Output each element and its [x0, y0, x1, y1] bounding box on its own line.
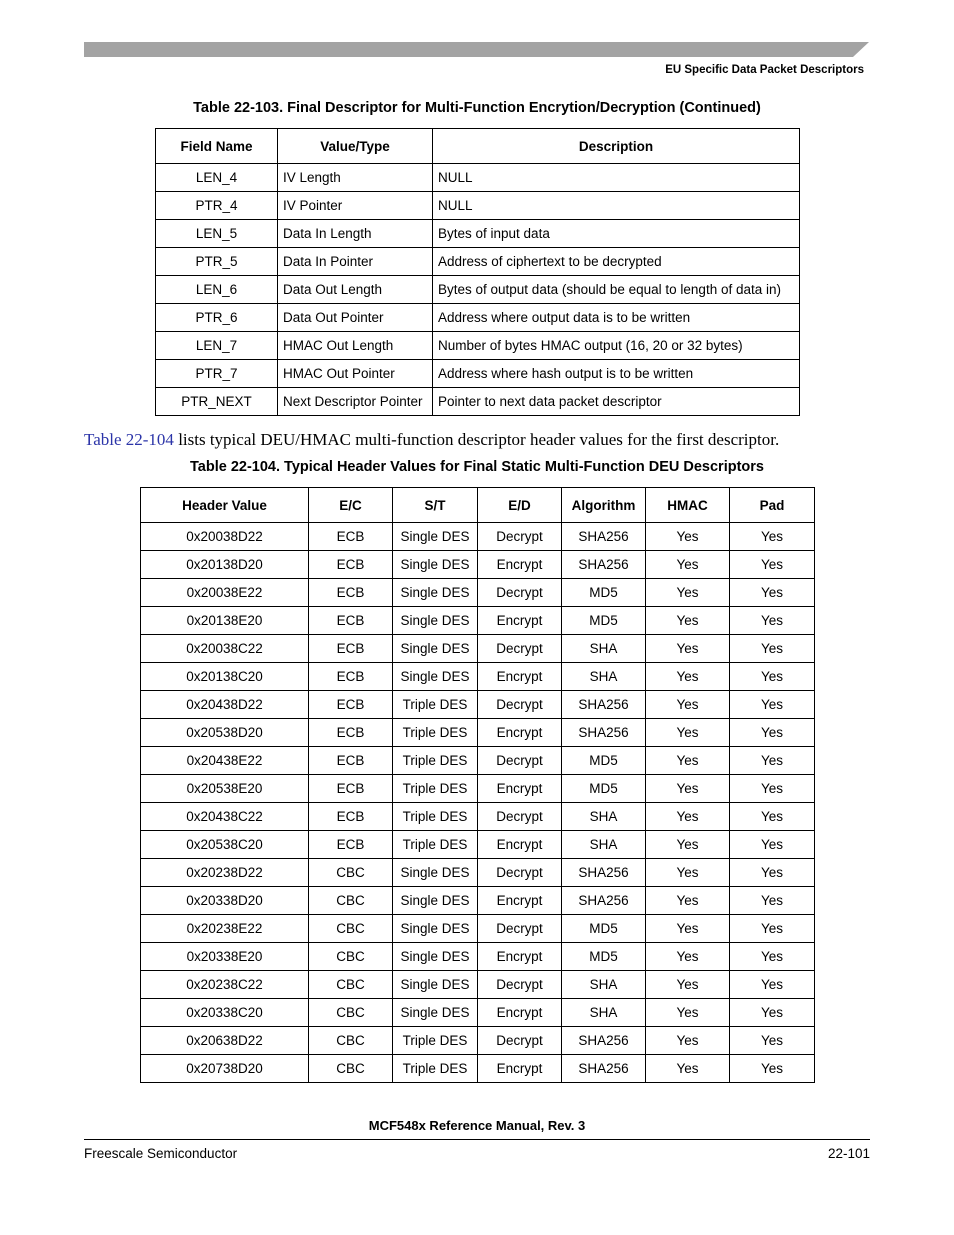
- table-cell: NULL: [433, 192, 800, 220]
- table-cell: 0x20038D22: [141, 523, 309, 551]
- table-row: [156, 164, 800, 192]
- table-cell: LEN_4: [156, 164, 278, 192]
- table-row: [141, 803, 815, 831]
- table-cell: Decrypt: [478, 971, 562, 999]
- table-cell: Yes: [730, 635, 815, 663]
- table-row: [141, 1055, 815, 1083]
- table-cell: Pointer to next data packet descriptor: [433, 388, 800, 416]
- table-cell: Decrypt: [478, 915, 562, 943]
- table-cell: Yes: [730, 691, 815, 719]
- table-cell: ECB: [309, 691, 393, 719]
- table-row: [156, 192, 800, 220]
- table-row: [141, 663, 815, 691]
- table-cell: PTR_7: [156, 360, 278, 388]
- table-cell: Yes: [730, 859, 815, 887]
- table-cell: Triple DES: [393, 1027, 478, 1055]
- column-header: Description: [433, 129, 800, 164]
- table-cell: SHA: [562, 971, 646, 999]
- table-cell: 0x20438D22: [141, 691, 309, 719]
- company-name: Freescale Semiconductor: [84, 1146, 238, 1161]
- table-cell: Yes: [646, 803, 730, 831]
- table-cell: Yes: [730, 943, 815, 971]
- table-row: [141, 859, 815, 887]
- table-cell: ECB: [309, 719, 393, 747]
- table-cell: Decrypt: [478, 747, 562, 775]
- table-row: [141, 915, 815, 943]
- table-cell: Triple DES: [393, 1055, 478, 1083]
- table-cell: Yes: [646, 915, 730, 943]
- table-cell: Yes: [730, 887, 815, 915]
- table-cell: Yes: [730, 971, 815, 999]
- table-cell: SHA256: [562, 1055, 646, 1083]
- table-cell: Yes: [646, 971, 730, 999]
- table-cell: Data Out Pointer: [278, 304, 433, 332]
- table-row: [141, 1027, 815, 1055]
- table-cell: Yes: [730, 551, 815, 579]
- table-cell: Encrypt: [478, 551, 562, 579]
- table-cell: 0x20538C20: [141, 831, 309, 859]
- table-cell: CBC: [309, 915, 393, 943]
- table-cell: Next Descriptor Pointer: [278, 388, 433, 416]
- table-cell: Encrypt: [478, 663, 562, 691]
- table-row: [141, 719, 815, 747]
- table-cell: Yes: [646, 663, 730, 691]
- table-cell: Single DES: [393, 915, 478, 943]
- table-cell: ECB: [309, 523, 393, 551]
- column-header: Value/Type: [278, 129, 433, 164]
- table-cell: PTR_5: [156, 248, 278, 276]
- table-cell: CBC: [309, 887, 393, 915]
- table-cell: 0x20138C20: [141, 663, 309, 691]
- column-header: HMAC: [646, 488, 730, 523]
- table-cell: LEN_7: [156, 332, 278, 360]
- table-row: [141, 775, 815, 803]
- table-cell: Yes: [646, 999, 730, 1027]
- table-cell: Triple DES: [393, 831, 478, 859]
- table-cell: ECB: [309, 579, 393, 607]
- table-cell: Yes: [730, 915, 815, 943]
- table-row: [141, 943, 815, 971]
- table-cell: 0x20038E22: [141, 579, 309, 607]
- table-cell: Yes: [646, 1027, 730, 1055]
- table-cell: CBC: [309, 1027, 393, 1055]
- table-cell: SHA: [562, 635, 646, 663]
- table-cell: SHA256: [562, 551, 646, 579]
- table-cell: Single DES: [393, 579, 478, 607]
- table-cell: LEN_5: [156, 220, 278, 248]
- table-cell: ECB: [309, 663, 393, 691]
- table-cell: LEN_6: [156, 276, 278, 304]
- column-header: S/T: [393, 488, 478, 523]
- table-cell: Yes: [730, 719, 815, 747]
- table-cell: 0x20338E20: [141, 943, 309, 971]
- table-cell: 0x20638D22: [141, 1027, 309, 1055]
- table-cell: Address where hash output is to be written: [433, 360, 800, 388]
- table-cell: SHA: [562, 663, 646, 691]
- table-cell: Yes: [730, 607, 815, 635]
- table-cell: Single DES: [393, 859, 478, 887]
- table-row: [141, 635, 815, 663]
- table-cell: Data In Pointer: [278, 248, 433, 276]
- table-cell: 0x20738D20: [141, 1055, 309, 1083]
- table-row: [141, 523, 815, 551]
- table-cell: Triple DES: [393, 775, 478, 803]
- table-row: [141, 747, 815, 775]
- section-header: EU Specific Data Packet Descriptors: [665, 64, 864, 76]
- table-cell: Encrypt: [478, 831, 562, 859]
- table-reference-link[interactable]: Table 22-104: [84, 430, 174, 449]
- table-cell: SHA256: [562, 691, 646, 719]
- footer-divider: [84, 1139, 870, 1140]
- column-header: Pad: [730, 488, 815, 523]
- table-cell: SHA256: [562, 523, 646, 551]
- table-cell: SHA: [562, 803, 646, 831]
- table-row: [156, 360, 800, 388]
- table-cell: 0x20238C22: [141, 971, 309, 999]
- table-cell: Data Out Length: [278, 276, 433, 304]
- table-cell: Yes: [646, 635, 730, 663]
- table-row: [156, 388, 800, 416]
- table-cell: Decrypt: [478, 859, 562, 887]
- table-cell: MD5: [562, 607, 646, 635]
- table-cell: Triple DES: [393, 747, 478, 775]
- table-cell: Yes: [730, 523, 815, 551]
- table-cell: Number of bytes HMAC output (16, 20 or 32 bytes): [433, 332, 800, 360]
- table-cell: Bytes of input data: [433, 220, 800, 248]
- table-cell: CBC: [309, 999, 393, 1027]
- table-cell: Yes: [646, 1055, 730, 1083]
- table-cell: SHA256: [562, 887, 646, 915]
- table-cell: SHA256: [562, 1027, 646, 1055]
- table-cell: 0x20338D20: [141, 887, 309, 915]
- table-cell: 0x20538D20: [141, 719, 309, 747]
- table-cell: ECB: [309, 747, 393, 775]
- header-bar: [84, 42, 869, 57]
- table-cell: CBC: [309, 1055, 393, 1083]
- table-cell: CBC: [309, 971, 393, 999]
- table-row: [141, 607, 815, 635]
- table-cell: MD5: [562, 747, 646, 775]
- table-cell: Yes: [646, 523, 730, 551]
- table-cell: 0x20138D20: [141, 551, 309, 579]
- table-cell: 0x20438E22: [141, 747, 309, 775]
- column-header: Header Value: [141, 488, 309, 523]
- table-cell: Yes: [730, 999, 815, 1027]
- paragraph-text: lists typical DEU/HMAC multi-function descriptor header values for the first descriptor.: [173, 430, 780, 449]
- table-cell: Single DES: [393, 635, 478, 663]
- table-cell: PTR_4: [156, 192, 278, 220]
- table-cell: Single DES: [393, 887, 478, 915]
- table-cell: Decrypt: [478, 1027, 562, 1055]
- table-cell: Yes: [646, 887, 730, 915]
- table-cell: Yes: [646, 691, 730, 719]
- table-cell: Yes: [646, 775, 730, 803]
- table-cell: Triple DES: [393, 803, 478, 831]
- table-cell: MD5: [562, 579, 646, 607]
- table-cell: Yes: [730, 1027, 815, 1055]
- table-cell: Decrypt: [478, 523, 562, 551]
- table-cell: Address where output data is to be written: [433, 304, 800, 332]
- table-cell: MD5: [562, 943, 646, 971]
- table-cell: CBC: [309, 859, 393, 887]
- final-descriptor-table: [155, 128, 800, 416]
- manual-title: MCF548x Reference Manual, Rev. 3: [368, 1118, 586, 1133]
- column-header: E/C: [309, 488, 393, 523]
- table-cell: Decrypt: [478, 691, 562, 719]
- table-cell: MD5: [562, 915, 646, 943]
- table-cell: Yes: [646, 831, 730, 859]
- table-cell: SHA256: [562, 719, 646, 747]
- table-cell: Single DES: [393, 607, 478, 635]
- table-cell: Address of ciphertext to be decrypted: [433, 248, 800, 276]
- table1-caption: Table 22-103. Final Descriptor for Multi-Function Encrytion/Decryption (Continued): [193, 100, 761, 116]
- table-cell: Yes: [730, 775, 815, 803]
- table-cell: Yes: [646, 747, 730, 775]
- table-cell: ECB: [309, 803, 393, 831]
- table-cell: Decrypt: [478, 635, 562, 663]
- table-cell: Yes: [730, 747, 815, 775]
- table-cell: HMAC Out Length: [278, 332, 433, 360]
- table-cell: SHA: [562, 831, 646, 859]
- table-cell: ECB: [309, 831, 393, 859]
- table-cell: Triple DES: [393, 691, 478, 719]
- table-cell: Data In Length: [278, 220, 433, 248]
- table-cell: Yes: [730, 663, 815, 691]
- table-row: [141, 551, 815, 579]
- table2-caption: Table 22-104. Typical Header Values for Final Static Multi-Function DEU Descriptors: [190, 459, 764, 475]
- table-cell: 0x20438C22: [141, 803, 309, 831]
- table-row: [156, 248, 800, 276]
- table-cell: Triple DES: [393, 719, 478, 747]
- table-cell: Encrypt: [478, 943, 562, 971]
- table-cell: CBC: [309, 943, 393, 971]
- table-row: [141, 831, 815, 859]
- table-cell: HMAC Out Pointer: [278, 360, 433, 388]
- table-row: [141, 971, 815, 999]
- table-row: [141, 691, 815, 719]
- table-cell: Decrypt: [478, 803, 562, 831]
- table-cell: ECB: [309, 607, 393, 635]
- table-cell: Encrypt: [478, 607, 562, 635]
- table-cell: IV Pointer: [278, 192, 433, 220]
- table-cell: Single DES: [393, 943, 478, 971]
- table-cell: Yes: [646, 551, 730, 579]
- table-row: [141, 887, 815, 915]
- table-row: [156, 332, 800, 360]
- table-cell: Yes: [646, 719, 730, 747]
- table-cell: Yes: [646, 943, 730, 971]
- table-cell: Yes: [646, 607, 730, 635]
- table-cell: IV Length: [278, 164, 433, 192]
- table-cell: Encrypt: [478, 719, 562, 747]
- table-cell: Single DES: [393, 971, 478, 999]
- table-cell: NULL: [433, 164, 800, 192]
- table-cell: 0x20338C20: [141, 999, 309, 1027]
- table-cell: ECB: [309, 775, 393, 803]
- table-cell: ECB: [309, 635, 393, 663]
- table-cell: SHA: [562, 999, 646, 1027]
- table-cell: MD5: [562, 775, 646, 803]
- table-cell: 0x20138E20: [141, 607, 309, 635]
- table-cell: Encrypt: [478, 775, 562, 803]
- page-number: 22-101: [827, 1146, 870, 1161]
- table-cell: Yes: [646, 579, 730, 607]
- table-cell: Yes: [730, 831, 815, 859]
- table-cell: Encrypt: [478, 999, 562, 1027]
- table-cell: Single DES: [393, 663, 478, 691]
- table-row: [156, 276, 800, 304]
- table-row: [141, 999, 815, 1027]
- table-cell: Decrypt: [478, 579, 562, 607]
- table-cell: ECB: [309, 551, 393, 579]
- table-cell: Yes: [730, 803, 815, 831]
- table-cell: Bytes of output data (should be equal to length of data in): [433, 276, 800, 304]
- table-cell: Encrypt: [478, 1055, 562, 1083]
- table-row: [156, 220, 800, 248]
- table-cell: SHA256: [562, 859, 646, 887]
- header-values-table: [140, 487, 815, 1083]
- column-header: Algorithm: [562, 488, 646, 523]
- table-cell: Single DES: [393, 999, 478, 1027]
- table-cell: Encrypt: [478, 887, 562, 915]
- table-row: [156, 304, 800, 332]
- table-cell: 0x20538E20: [141, 775, 309, 803]
- table-cell: PTR_NEXT: [156, 388, 278, 416]
- table-cell: Yes: [730, 579, 815, 607]
- table-row: [141, 579, 815, 607]
- table-cell: 0x20238E22: [141, 915, 309, 943]
- table-cell: Single DES: [393, 551, 478, 579]
- table-cell: PTR_6: [156, 304, 278, 332]
- column-header: Field Name: [156, 129, 278, 164]
- table-cell: 0x20238D22: [141, 859, 309, 887]
- table-cell: 0x20038C22: [141, 635, 309, 663]
- table-cell: Yes: [646, 859, 730, 887]
- table-cell: Yes: [730, 1055, 815, 1083]
- table-cell: Single DES: [393, 523, 478, 551]
- body-paragraph: [84, 430, 884, 450]
- column-header: E/D: [478, 488, 562, 523]
